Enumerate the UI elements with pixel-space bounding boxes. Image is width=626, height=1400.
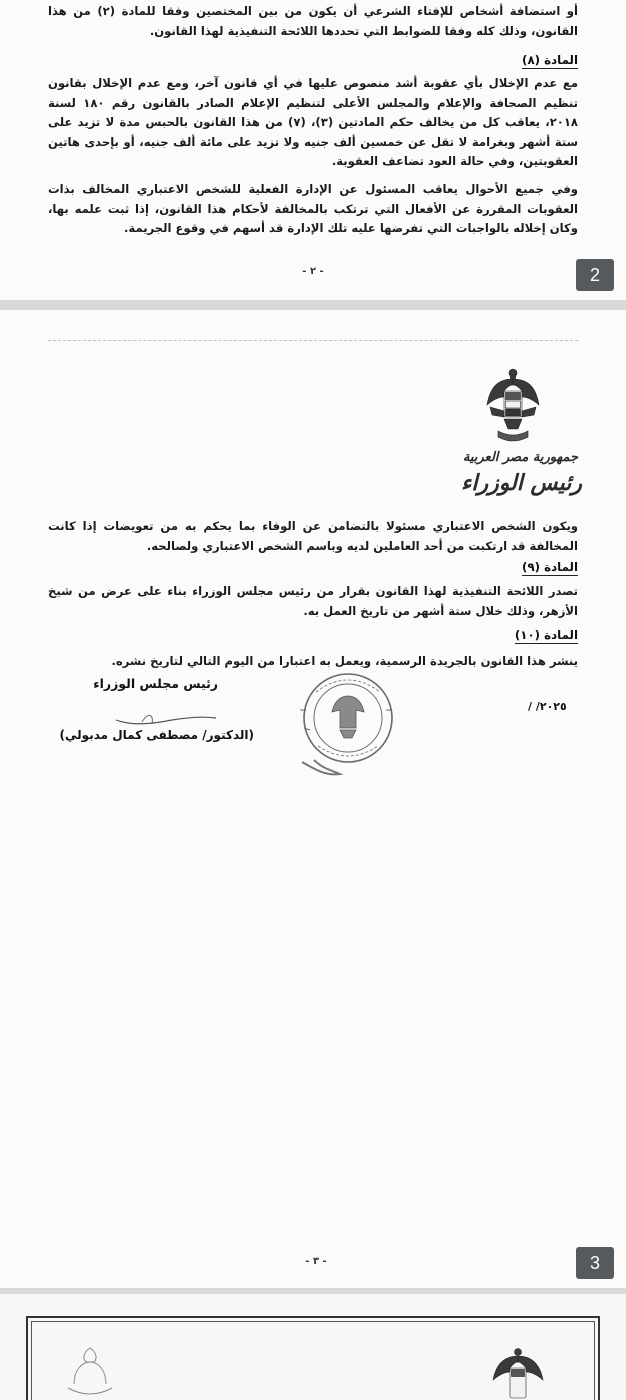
article-10-paragraph: ينشر هذا القانون بالجريدة الرسمية، ويعمل به اعتبارا من اليوم التالي لتاريخ نشره.: [111, 654, 578, 668]
article-8-paragraph-2: وفي جميع الأحوال يعاقب المسئول عن الإدارة الفعلية للشخص الاعتباري المخالف بذات العقوبات المقررة عن الأفعال التي ترتكب بالمخالفة لأحكام هذا القانون، إذا ثبت علمه بها، وكان إخلاله بالواجبات التي تفرضها عليه تلك الإدارة قد أسهم في وقوع الجريمة.: [48, 182, 578, 235]
article-8-heading: [522, 53, 578, 67]
signature-title: رئيس مجلس الوزراء: [93, 676, 218, 691]
paragraph-continuation: أو استضافة أشخاص للإفتاء الشرعي أن يكون من بين المختصين وفقا للمادة (٢) من هذا القانون، وذلك كله وفقا للضوابط التي تحددها اللائحة التنفيذية لهذا القانون.: [48, 4, 578, 38]
eagle-of-saladin-emblem-icon: [490, 1346, 546, 1400]
signature-date: / /٢٠٢٥: [528, 700, 567, 713]
article-10-heading-text: المادة (١٠): [514, 628, 578, 642]
document-page-4: [0, 1294, 626, 1400]
office-header: رئيس الوزراء: [461, 470, 582, 496]
eagle-of-saladin-emblem-icon: [484, 365, 542, 445]
page-index-badge: 2: [576, 259, 614, 291]
page-number: - ٢ -: [302, 266, 324, 277]
article-9-heading: [522, 560, 578, 574]
page-edge-line: [48, 340, 578, 349]
signature-name: (الدكتور/ مصطفى كمال مدبولي): [59, 728, 254, 742]
article-9-paragraph: تصدر اللائحة التنفيذية لهذا القانون بقرار من رئيس مجلس الوزراء بناء على عرض من شيخ الأزهر، وذلك خلال ستة أشهر من تاريخ العمل به.: [48, 584, 578, 618]
article-10-heading: [515, 628, 578, 642]
crest-icon: [60, 1344, 120, 1400]
article-8-heading-text: المادة (٨): [522, 53, 578, 67]
page-number: - ٣ -: [305, 1256, 327, 1267]
document-page-2: [0, 0, 626, 300]
page-index-badge: 3: [576, 1247, 614, 1279]
handwritten-signature-icon: [112, 690, 222, 730]
document-page-3: [0, 310, 626, 1288]
cabinet-seal-icon: [296, 670, 400, 780]
article-9-heading-text: المادة (٩): [522, 560, 578, 574]
country-header: جمهورية مصر العربية: [462, 450, 578, 465]
article-8-paragraph-1: مع عدم الإخلال بأي عقوبة أشد منصوص عليها في أي قانون آخر، ومع عدم الإخلال بقانون تنظيم الصحافة والإعلام والمجلس الأعلى لتنظيم الإعلام الصادر بالقانون رقم ١٨٠ لسنة ٢٠١٨، يعاقب كل من يخالف حكم المادتين (٣)، (٧) من هذا القانون بالحبس مدة لا تزيد على ستة أشهر وبغرامة لا تقل عن خمسين ألف جنيه ولا تزيد على مائة ألف جنيه، أو بإحدى هاتين العقوبتين، وفي حالة العود تضاعف العقوبة.: [48, 76, 578, 168]
paragraph-continuation: ويكون الشخص الاعتباري مسئولا بالتضامن عن الوفاء بما يحكم به من تعويضات إذا كانت المخالفة قد ارتكبت من أحد العاملين لديه وباسم الشخص الاعتباري ولصالحه.: [48, 519, 578, 553]
